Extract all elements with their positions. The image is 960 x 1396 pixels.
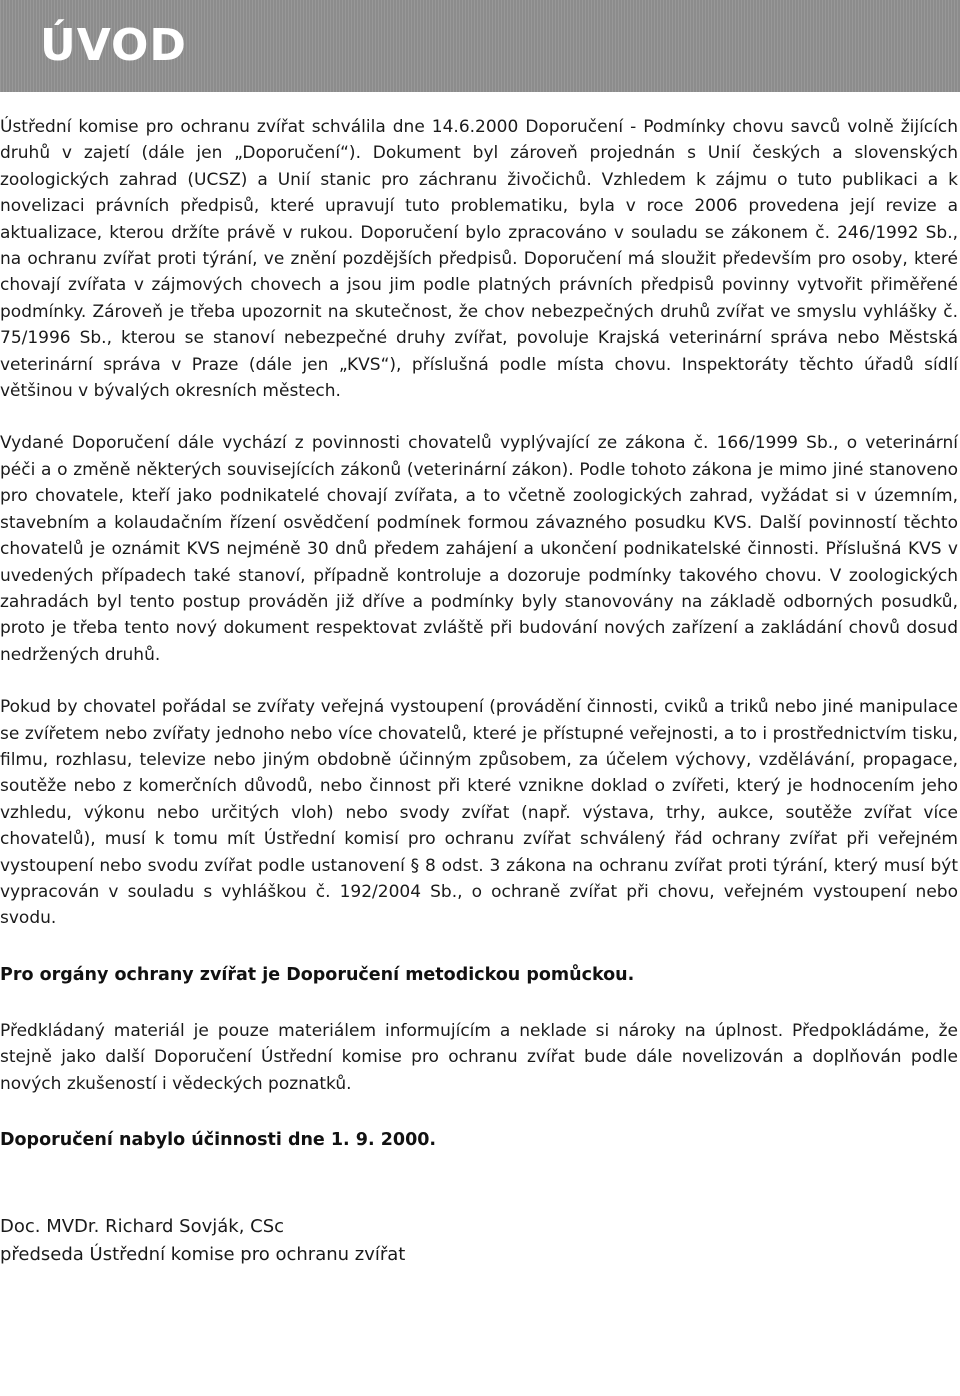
signature-role: předseda Ústřední komise pro ochranu zvířat [0,1244,406,1265]
public-performance-paragraph: Pokud by chovatel pořádal se zvířaty veřejná vystoupení (provádění činnosti, cviků a triků nebo jiné manipulace se zvířetem nebo zvířaty jednoho nebo více chovatelů, které je přístupné veřejnosti, a to i prostřednictvím tisku, filmu, rozhlasu, televize nebo jiným obdobně účinným způsobem, za účelem výchovy, vzdělávání, propagace, soutěže nebo z komerčních důvodů, nebo činnost při které vznikne doklad o zvířeti, který je hodnocením jeho vzhledu, výkonu nebo určitých vloh) nebo svody zvířat (např. výstava, trhy, aukce, soutěže zvířat více chovatelů), musí k tomu mít Ústřední komisí pro ochranu zvířat schválený řád ochrany zvířat při veřejném vystoupení nebo svodu zvířat podle ustanovení § 8 odst. 3 zákona na ochranu zvířat proti týrání, který musí být vypracován v souladu s vyhláškou č. 192/2004 Sb., o ochraně zvířat při chovu, veřejném vystoupení nebo svodu. [0,697,958,929]
signature-name: Doc. MVDr. Richard Sovják, CSc [0,1216,285,1237]
effective-date-statement: Doporučení nabylo účinnosti dne 1. 9. 2000. [0,1130,437,1150]
methodology-statement: Pro orgány ochrany zvířat je Doporučení metodickou pomůckou. [0,964,635,985]
disclaimer-paragraph: Předkládaný materiál je pouze materiálem informujícím a neklade si nároky na úplnost. Předpokládáme, že stejně jako další Doporučení Ústřední komise pro ochranu zvířat bude dále novelizován a doplňován podle nových zkušeností i vědeckých poznatků. [0,1020,958,1094]
page-title: ÚVOD [40,20,187,71]
document-body [0,114,958,1269]
veterinary-law-paragraph: Vydané Doporučení dále vychází z povinnosti chovatelů vyplývající ze zákona č. 166/1999 Sb., o veterinární péči a o změně některých souvisejících zákonů (veterinární zákon). Podle tohoto zákona je mimo jiné stanoveno pro chovatele, kteří jako podnikatelé chovají zvířata, a to včetně zoologických zahrad, vyžádat si v územním, stavebním a kolaudačním řízení osvědčení podmínek formou závazného posudku KVS. Další povinností těchto chovatelů je oznámit KVS nejméně 30 dnů předem zahájení a ukončení podnikatelské činnosti. Příslušná KVS v uvedených případech také stanoví, případně kontroluje a dozoruje podmínky takového chovu. V zoologických zahradách byl tento postup prováděn již dříve a podmínky byly stanovovány na základě odborných posudků, proto je třeba tento nový dokument respektovat zvláště při budování nových zařízení a zakládání chovů dosud nedržených druhů. [0,433,958,665]
intro-paragraph: Ústřední komise pro ochranu zvířat schválila dne 14.6.2000 Doporučení - Podmínky chovu savců volně žijících druhů v zajetí (dále jen „Doporučení“). Dokument byl zároveň projednán s Unií českých a slovenských zoologických zahrad (UCSZ) a Unií stanic pro záchranu živočichů. Vzhledem k zájmu o tuto publikaci a k novelizaci právních předpisů, které upravují tuto problematiku, byla v roce 2006 provedena její revize a aktualizace, kterou držíte právě v rukou. Doporučení bylo zpracováno v souladu se zákonem č. 246/1992 Sb., na ochranu zvířat proti týrání, ve znění pozdějších předpisů. Doporučení má sloužit především pro osoby, které chovají zvířata v zájmových chovech a jsou jim podle platných právních předpisů povinny vytvořit přiměřené podmínky. Zároveň je třeba upozornit na skutečnost, že chov nebezpečných druhů zvířat ve smyslu vyhlášky č. 75/1996 Sb., kterou se stanoví nebezpečné druhy zvířat, povoluje Krajská veterinární správa nebo Městská veterinární správa v Praze (dále jen „KVS“), příslušná podle místa chovu. Inspektoráty těchto úřadů sídlí většinou v bývalých okresních městech. [0,117,958,402]
header-band [0,0,960,92]
